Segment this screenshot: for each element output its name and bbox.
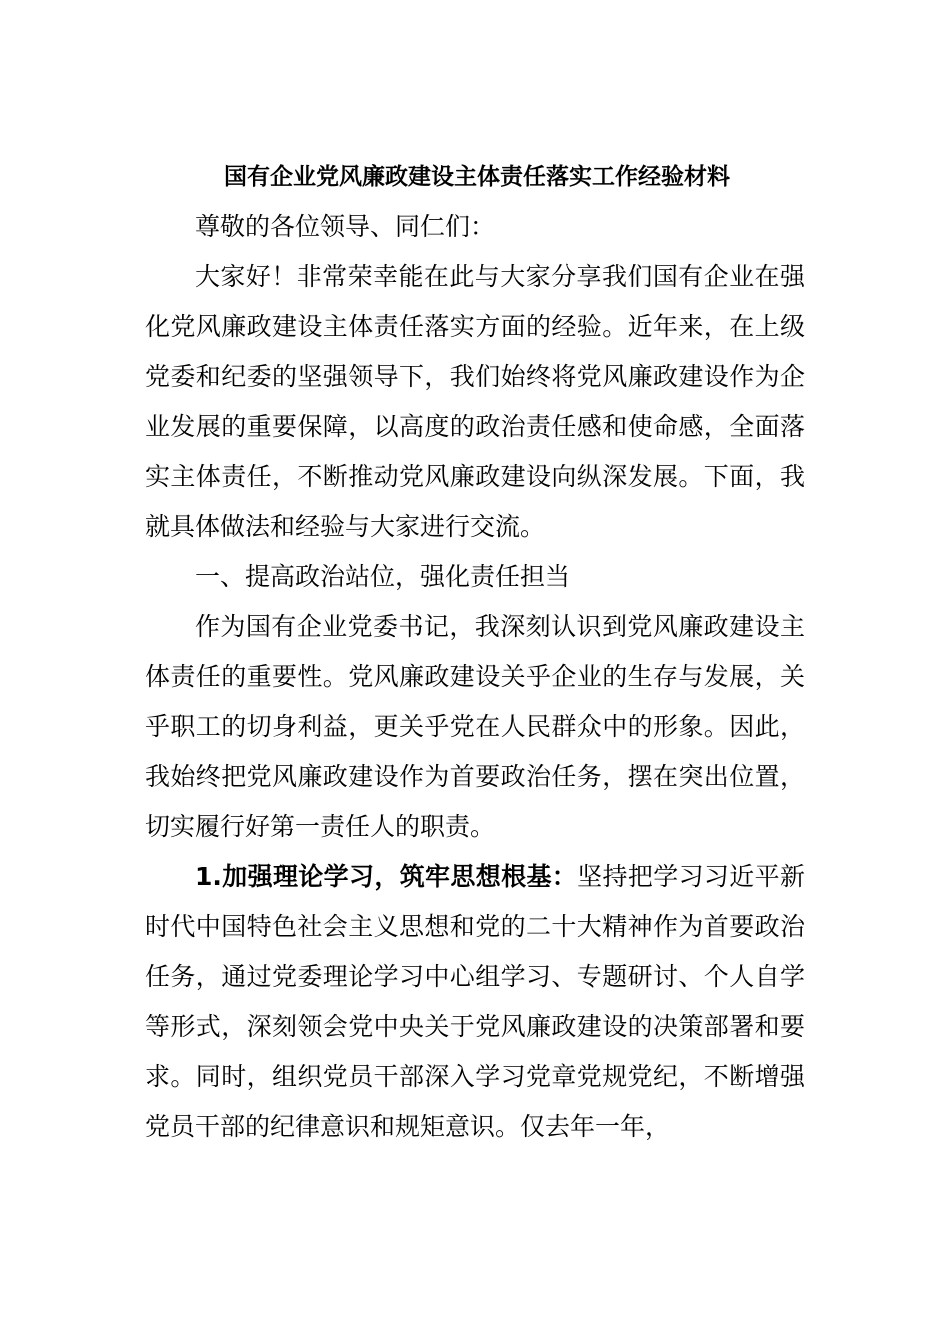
point-body: 坚持把学习习近平新时代中国特色社会主义思想和党的二十大精神作为首要政治任务，通过党委理论学习中心组学习、专题研讨、个人自学等形式，深刻领会党中央关于党风廉政建设的决策部署和要求。同时，组织党员干部深入学习党章党规党纪，不断增强党员干部的纪律意识和规矩意识。仅去年一年， bbox=[145, 862, 805, 1141]
section-body-paragraph: 作为国有企业党委书记，我深刻认识到党风廉政建设主体责任的重要性。党风廉政建设关乎企业的生存与发展，关乎职工的切身利益，更关乎党在人民群众中的形象。因此，我始终把党风廉政建设作为首要政治任务，摆在突出位置，切实履行好第一责任人的职责。 bbox=[145, 612, 805, 841]
document-title: 国有企业党风廉政建设主体责任落实工作经验材料 bbox=[224, 164, 730, 190]
point-lead: 1.加强理论学习，筑牢思想根基： bbox=[195, 862, 578, 891]
intro-paragraph: 大家好！非常荣幸能在此与大家分享我们国有企业在强化党风廉政建设主体责任落实方面的经验。近年来，在上级党委和纪委的坚强领导下，我们始终将党风廉政建设作为企业发展的重要保障，以高度的政治责任感和使命感，全面落实主体责任，不断推动党风廉政建设向纵深发展。下面，我就具体做法和经验与大家进行交流。 bbox=[145, 262, 805, 541]
point-paragraph bbox=[145, 852, 805, 1152]
document-page bbox=[145, 152, 805, 1152]
greeting-paragraph: 尊敬的各位领导、同仁们： bbox=[195, 212, 496, 241]
section-heading: 一、提高政治站位，强化责任担当 bbox=[195, 562, 571, 591]
